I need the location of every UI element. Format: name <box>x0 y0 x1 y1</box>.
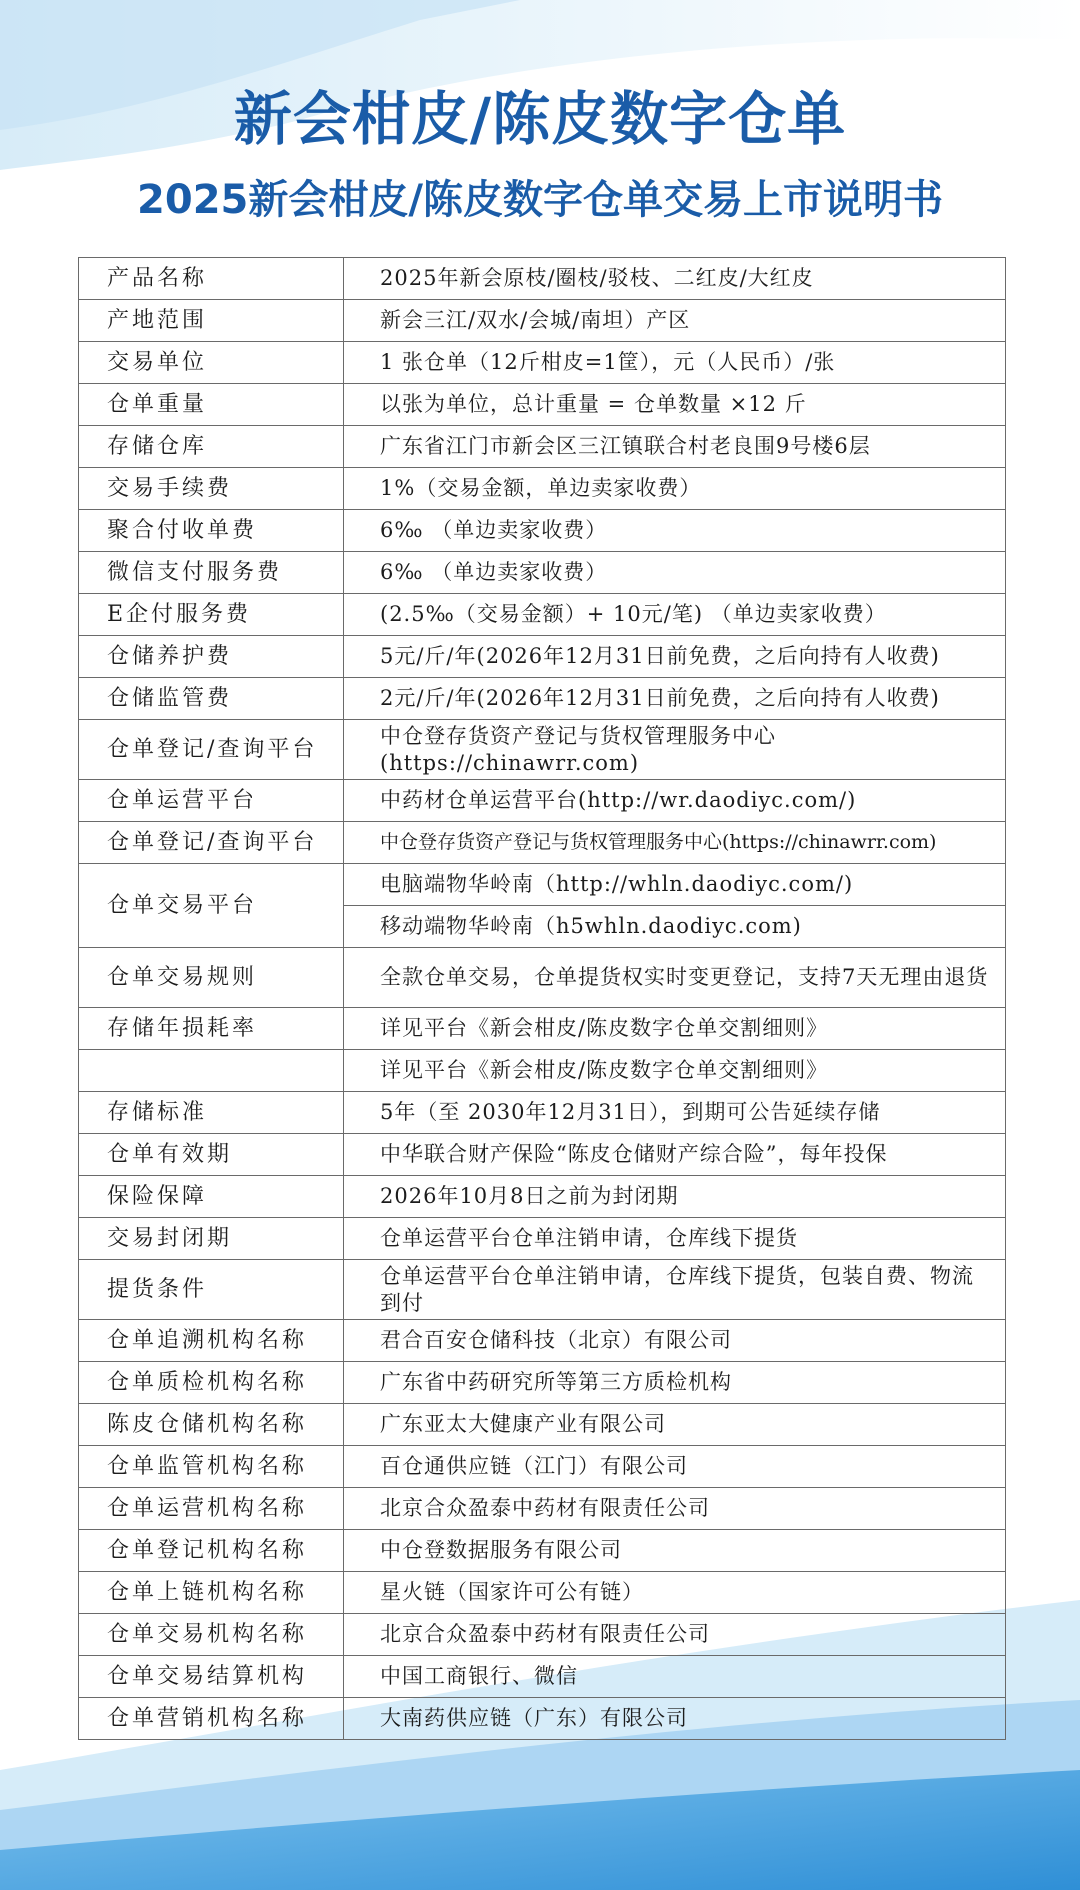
row-label: 陈皮仓储机构名称 <box>79 1404 344 1446</box>
table-row <box>79 1134 1006 1176</box>
row-label: 仓单监管机构名称 <box>79 1446 344 1488</box>
row-value: 中药材仓单运营平台(http://wr.daodiyc.com/) <box>344 780 1006 822</box>
row-value: 星火链（国家许可公有链） <box>344 1572 1006 1614</box>
row-value: 详见平台《新会柑皮/陈皮数字仓单交割细则》 <box>344 1050 1006 1092</box>
table-row <box>79 1008 1006 1050</box>
table-row <box>79 426 1006 468</box>
table-row <box>79 552 1006 594</box>
row-value: 以张为单位，总计重量 = 仓单数量 ×12 斤 <box>344 384 1006 426</box>
table-row <box>79 1404 1006 1446</box>
row-value: 6‰ （单边卖家收费） <box>344 510 1006 552</box>
table-row <box>79 1530 1006 1572</box>
table-row <box>79 1698 1006 1740</box>
row-value: 全款仓单交易，仓单提货权实时变更登记，支持7天无理由退货 <box>344 948 1006 1008</box>
table-row <box>79 1320 1006 1362</box>
row-label: 仓单登记/查询平台 <box>79 720 344 780</box>
row-value: 百仓通供应链（江门）有限公司 <box>344 1446 1006 1488</box>
row-value: 仓单运营平台仓单注销申请，仓库线下提货 <box>344 1218 1006 1260</box>
row-value: 1 张仓单（12斤柑皮=1筐），元（人民币）/张 <box>344 342 1006 384</box>
row-value: 仓单运营平台仓单注销申请，仓库线下提货，包装自费、物流到付 <box>344 1260 1006 1320</box>
page-subtitle: 2025新会柑皮/陈皮数字仓单交易上市说明书 <box>137 177 943 223</box>
row-label: 存储标准 <box>79 1092 344 1134</box>
row-value: 广东省江门市新会区三江镇联合村老良围9号楼6层 <box>344 426 1006 468</box>
table-row <box>79 1572 1006 1614</box>
row-label: 仓单上链机构名称 <box>79 1572 344 1614</box>
row-label: 仓储养护费 <box>79 636 344 678</box>
row-label: 微信支付服务费 <box>79 552 344 594</box>
row-label: 提货条件 <box>79 1260 344 1320</box>
row-value: (2.5‰（交易金额）+ 10元/笔) （单边卖家收费） <box>344 594 1006 636</box>
table-row <box>79 948 1006 1008</box>
table-row <box>79 720 1006 780</box>
row-label: 仓单交易机构名称 <box>79 1614 344 1656</box>
row-value: 5元/斤/年(2026年12月31日前免费，之后向持有人收费) <box>344 636 1006 678</box>
row-label: 交易封闭期 <box>79 1218 344 1260</box>
row-label: E企付服务费 <box>79 594 344 636</box>
row-value: 2026年10月8日之前为封闭期 <box>344 1176 1006 1218</box>
table-row <box>79 1656 1006 1698</box>
table-row <box>79 384 1006 426</box>
row-label: 仓储监管费 <box>79 678 344 720</box>
row-value: 广东省中药研究所等第三方质检机构 <box>344 1362 1006 1404</box>
spec-table <box>78 257 1006 1740</box>
table-row <box>79 594 1006 636</box>
row-value: 移动端物华岭南（h5whln.daodiyc.com) <box>344 906 1006 948</box>
table-row <box>79 1446 1006 1488</box>
row-label: 交易单位 <box>79 342 344 384</box>
table-row <box>79 1260 1006 1320</box>
row-label: 存储年损耗率 <box>79 1008 344 1050</box>
row-label: 产品名称 <box>79 258 344 300</box>
table-row <box>79 1614 1006 1656</box>
row-label: 聚合付收单费 <box>79 510 344 552</box>
table-row <box>79 636 1006 678</box>
table-row <box>79 468 1006 510</box>
row-label <box>79 1050 344 1092</box>
row-value: 北京合众盈泰中药材有限责任公司 <box>344 1488 1006 1530</box>
row-label: 仓单交易结算机构 <box>79 1656 344 1698</box>
row-label: 仓单营销机构名称 <box>79 1698 344 1740</box>
row-label: 产地范围 <box>79 300 344 342</box>
row-value: 详见平台《新会柑皮/陈皮数字仓单交割细则》 <box>344 1008 1006 1050</box>
row-label: 仓单交易平台 <box>79 864 344 948</box>
table-row <box>79 1050 1006 1092</box>
table-row <box>79 864 1006 906</box>
table-row <box>79 1488 1006 1530</box>
row-value: 电脑端物华岭南（http://whln.daodiyc.com/) <box>344 864 1006 906</box>
table-row <box>79 1176 1006 1218</box>
row-label: 保险保障 <box>79 1176 344 1218</box>
table-row <box>79 1092 1006 1134</box>
table-row <box>79 678 1006 720</box>
row-label: 仓单登记机构名称 <box>79 1530 344 1572</box>
table-row <box>79 780 1006 822</box>
row-label: 仓单重量 <box>79 384 344 426</box>
row-value: 2025年新会原枝/圈枝/驳枝、二红皮/大红皮 <box>344 258 1006 300</box>
row-label: 仓单追溯机构名称 <box>79 1320 344 1362</box>
row-value: 大南药供应链（广东）有限公司 <box>344 1698 1006 1740</box>
row-label: 仓单有效期 <box>79 1134 344 1176</box>
row-value: 北京合众盈泰中药材有限责任公司 <box>344 1614 1006 1656</box>
row-value: 5年（至 2030年12月31日），到期可公告延续存储 <box>344 1092 1006 1134</box>
table-row <box>79 342 1006 384</box>
row-label: 交易手续费 <box>79 468 344 510</box>
row-value: 6‰ （单边卖家收费） <box>344 552 1006 594</box>
row-value: 中仓登存货资产登记与货权管理服务中心(https://chinawrr.com) <box>344 822 1006 864</box>
row-value: 广东亚太大健康产业有限公司 <box>344 1404 1006 1446</box>
table-row <box>79 258 1006 300</box>
table-row <box>79 1362 1006 1404</box>
row-label: 仓单质检机构名称 <box>79 1362 344 1404</box>
row-label: 仓单交易规则 <box>79 948 344 1008</box>
row-value: 中华联合财产保险“陈皮仓储财产综合险”，每年投保 <box>344 1134 1006 1176</box>
row-value: 君合百安仓储科技（北京）有限公司 <box>344 1320 1006 1362</box>
table-row <box>79 300 1006 342</box>
row-value: 中仓登数据服务有限公司 <box>344 1530 1006 1572</box>
table-row <box>79 1218 1006 1260</box>
row-value: 中国工商银行、微信 <box>344 1656 1006 1698</box>
row-label: 仓单登记/查询平台 <box>79 822 344 864</box>
row-label: 仓单运营平台 <box>79 780 344 822</box>
table-row <box>79 822 1006 864</box>
row-label: 存储仓库 <box>79 426 344 468</box>
row-value: 中仓登存货资产登记与货权管理服务中心(https://chinawrr.com) <box>344 720 1006 780</box>
page-title: 新会柑皮/陈皮数字仓单 <box>233 85 847 153</box>
row-label: 仓单运营机构名称 <box>79 1488 344 1530</box>
row-value: 2元/斤/年(2026年12月31日前免费，之后向持有人收费) <box>344 678 1006 720</box>
row-value: 新会三江/双水/会城/南坦）产区 <box>344 300 1006 342</box>
row-value: 1%（交易金额，单边卖家收费） <box>344 468 1006 510</box>
table-row <box>79 510 1006 552</box>
